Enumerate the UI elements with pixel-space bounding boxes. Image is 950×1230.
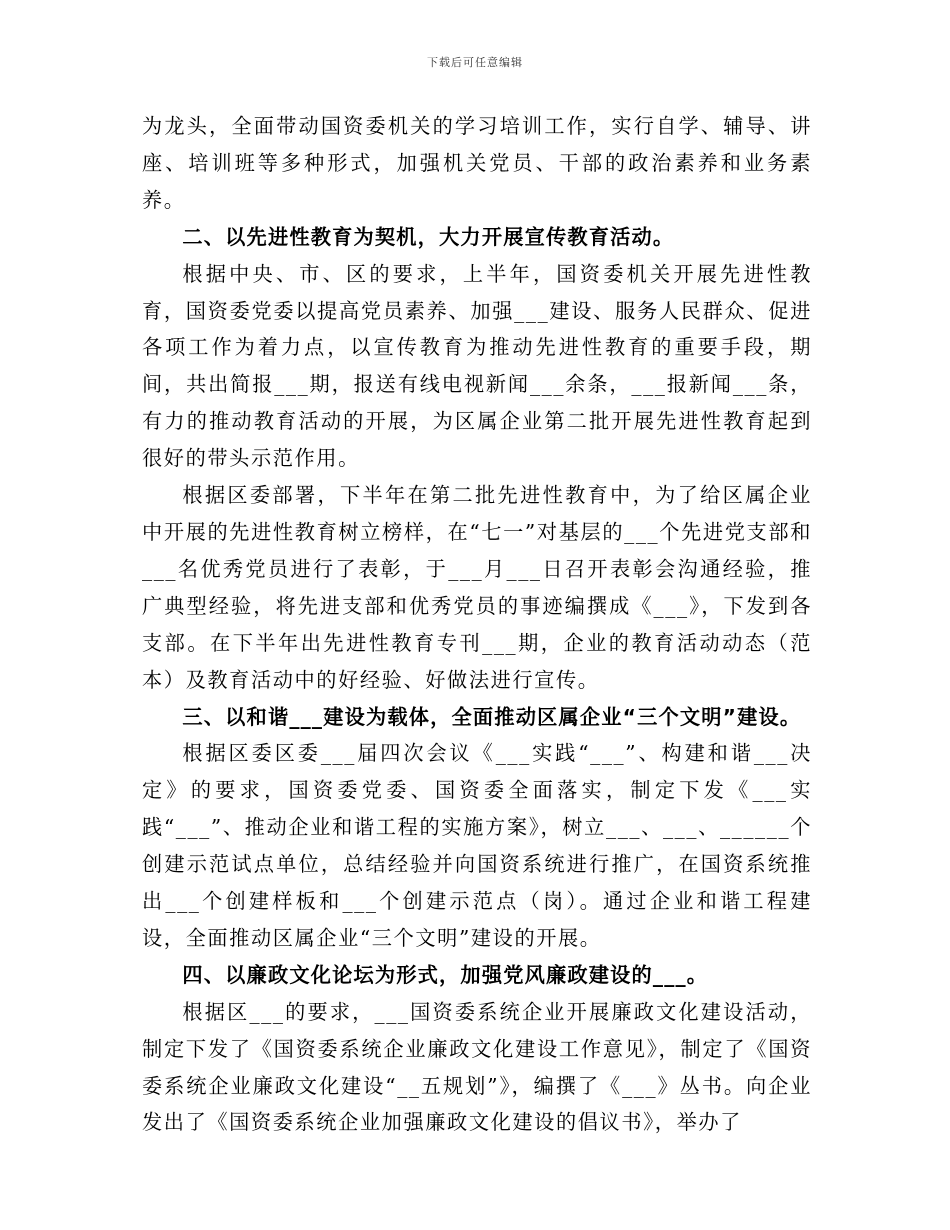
paragraph-1: 为龙头，全面带动国资委机关的学习培训工作，实行自学、辅导、讲座、培训班等多种形式，加强机关党员、干部的政治素养和业务素养。 xyxy=(142,114,812,212)
paragraph-3: 根据区委部署，下半年在第二批先进性教育中，为了给区属企业中开展的先进性教育树立榜样，在“七一”对基层的___个先进党支部和___名优秀党员进行了表彰，于___月___日召开表彰会沟通经验，推广典型经验，将先进支部和优秀党员的事迹编撰成《___》，下发到各支部。在下半年出先进性教育专刊___期，企业的教育活动动态（范本）及教育活动中的好经验、好做法进行宣传。 xyxy=(142,483,812,692)
section-heading-3: 三、以和谐___建设为载体，全面推动区属企业“三个文明”建设。 xyxy=(182,704,802,729)
paragraph-5: 根据区___的要求，___国资委系统企业开展廉政文化建设活动，制定下发了《国资委系统企业廉政文化建设工作意见》，制定了《国资委系统企业廉政文化建设“__五规划”》，编撰了《___》丛书。向企业发出了《国资委系统企业加强廉政文化建设的倡议书》，举办了 xyxy=(142,999,812,1135)
paragraph-4: 根据区委区委___届四次会议《___实践“___”、构建和谐___决定》的要求，国资委党委、国资委全面落实，制定下发《___实践“___”、推动企业和谐工程的实施方案》，树立___、___、______个创建示范试点单位，总结经验并向国资系统进行推广，在国资系统推出___个创建样板和___个创建示范点（岗）。通过企业和谐工程建设，全面推动区属企业“三个文明”建设的开展。 xyxy=(142,741,812,950)
page-header-note: 下载后可任意编辑 xyxy=(427,56,523,69)
section-heading-2: 二、以先进性教育为契机，大力开展宣传教育活动。 xyxy=(182,224,675,249)
section-heading-4: 四、以廉政文化论坛为形式，加强党风廉政建设的___。 xyxy=(182,962,709,987)
document-body xyxy=(142,108,812,1141)
paragraph-2: 根据中央、市、区的要求，上半年，国资委机关开展先进性教育，国资委党委以提高党员素养、加强___建设、服务人民群众、促进各项工作为着力点，以宣传教育为推动先进性教育的重要手段，期间，共出简报___期，报送有线电视新闻___余条，___报新闻___条，有力的推动教育活动的开展，为区属企业第二批开展先进性教育起到很好的带头示范作用。 xyxy=(142,261,812,471)
